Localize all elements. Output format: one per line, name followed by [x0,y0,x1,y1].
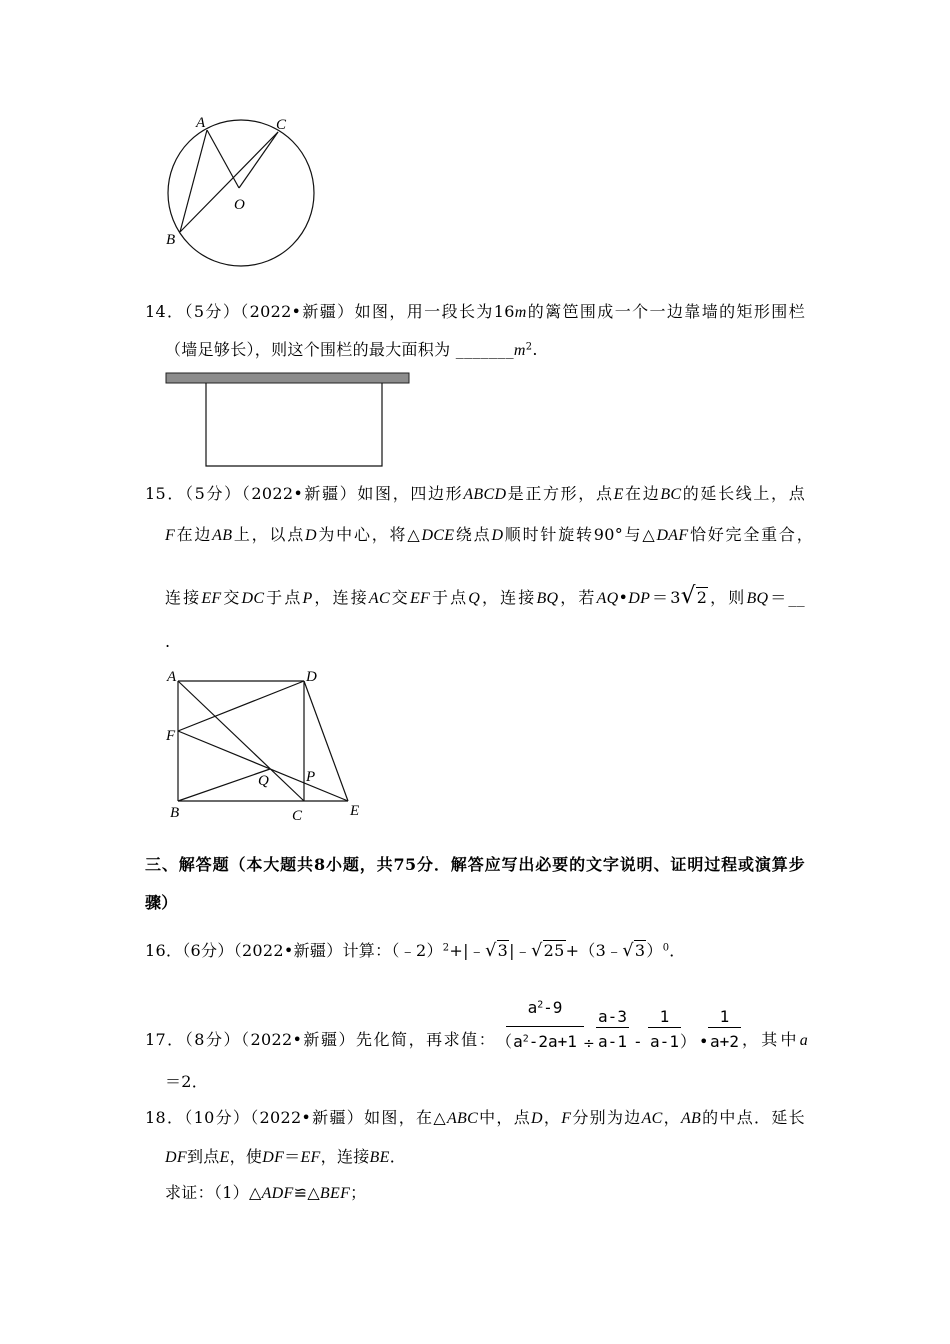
label-p: P [306,769,316,785]
square-root [531,943,565,959]
label-e: E [350,803,360,819]
italic-variable: AQ [596,590,619,607]
fraction-1-bar [506,1026,584,1027]
italic-variable: ABCD [463,486,507,503]
text-run: 18．（10分）（2022•新疆）如图，在△ [145,1108,447,1127]
italic-variable: a [799,1032,808,1049]
q18-line3 [165,1182,805,1204]
italic-variable: EF [300,1149,321,1166]
text-run: 求证：（1）△ [165,1183,262,1202]
italic-variable: AB [212,527,233,544]
italic-variable: P [302,590,313,607]
italic-variable: DP [628,590,651,607]
italic-variable: BQ [536,590,559,607]
fraction-2-numerator [596,1008,629,1026]
wall-bar [166,373,409,383]
label-o: O [234,197,245,213]
radical-sign: √ [485,941,497,961]
italic-variable: AC [641,1110,663,1127]
italic-variable: m [513,342,526,359]
text-run: （墙足够长），则这个围栏的最大面积为 _______ [165,340,514,359]
superscript: 2 [537,999,544,1011]
radicand: 3 [634,941,646,960]
italic-variable: AB [680,1110,702,1127]
square-figure [160,662,370,827]
label-a: A [167,669,177,685]
segment-ac [178,681,304,801]
superscript: 2 [442,942,450,954]
text-run: ） [646,941,663,960]
text-run: ＝ [284,1147,301,1166]
text-run: 的中点．延长 [701,1108,805,1127]
text-run: a+2 [710,1032,739,1051]
text-run: ，连接 [312,588,369,607]
wall-fence-figure [160,368,420,472]
fraction-4-numerator [708,1008,741,1026]
text-run: a [513,1032,523,1051]
italic-variable: EF [201,590,222,607]
text-run: 上，以点 [232,525,306,544]
square-root [622,943,646,959]
q15-line3 [165,582,805,609]
square-root [485,943,509,959]
fraction-3-numerator [648,1008,681,1026]
text-run: 中，点 [478,1108,532,1127]
q17-prefix: 17．（8分）（2022•新疆）先化简，再求值： [145,1030,495,1049]
text-run: 分别为边 [571,1108,642,1127]
fraction-4 [708,995,741,1055]
text-run: 在边 [623,484,661,503]
radical-sign: √ [680,582,696,609]
italic-variable: ABC [446,1110,479,1127]
q15-line2 [165,524,813,546]
q14-line2 [165,339,805,361]
text-run: 连接 [165,588,202,607]
italic-variable: ADF [261,1185,294,1202]
segment-ab [180,130,207,232]
label-c: C [276,117,287,133]
text-run: 绕点 [454,525,492,544]
fraction-2 [596,995,629,1055]
q17-formula [495,995,745,1055]
italic-variable: EF [409,590,431,607]
segment-fe [178,731,348,801]
text-run: 在边 [175,525,213,544]
circle-figure [160,110,330,280]
q14-line1 [145,301,805,323]
italic-variable: E [613,486,624,503]
radicand: 3 [497,941,509,960]
q17-suffix [742,1029,808,1051]
superscript: 2 [522,1033,529,1045]
text-run: 顺时针旋转90°与△ [503,525,657,544]
text-run: ， [662,1108,681,1127]
italic-variable: DF [165,1149,187,1166]
radicand: 2 [696,588,708,607]
label-b: B [170,805,180,821]
italic-variable: DC [241,590,265,607]
superscript: 0 [662,942,670,954]
text-run: ． [669,941,686,960]
fraction-4-denominator [708,1033,741,1051]
text-run: 为中心，将△ [316,525,422,544]
italic-variable: DCE [421,527,455,544]
text-run: 15．（5分）（2022•新疆）如图，四边形 [145,484,464,503]
text-run: 于点 [264,588,303,607]
formula-close-paren: ） [680,1032,697,1051]
italic-variable: DF [262,1149,285,1166]
text-run: ≌△ [293,1183,320,1202]
q16-line1 [145,940,805,962]
italic-variable: D [305,527,317,544]
division-sign: ÷ [583,1036,595,1052]
italic-variable: m [514,304,527,321]
segment-bq [178,769,270,801]
fraction-1 [506,995,584,1055]
text-run: • [618,588,629,607]
text-run: a-1 [598,1032,627,1051]
text-run: ＝3 [650,588,681,607]
text-run: 到点 [186,1147,220,1166]
section-heading-line1: 三、解答题（本大题共8小题，共75分．解答应写出必要的文字说明、证明过程或演算步 [145,855,805,874]
text-run: 交 [389,588,410,607]
text-run: 1 [719,1007,730,1026]
text-run: -2a+1 [528,1032,577,1051]
text-run: |﹣ [509,941,532,960]
text-run: ，其中 [742,1030,800,1049]
label-f: F [166,728,176,744]
text-run: ； [350,1183,367,1202]
minus-sign: - [633,1032,643,1051]
text-run: 1 [659,1007,670,1026]
fraction-2-denominator [596,1033,629,1051]
superscript: 2 [525,341,533,353]
text-run: a-1 [650,1032,679,1051]
segment-bc [180,132,278,232]
italic-variable: F [165,527,176,544]
radicand: 25 [543,941,565,960]
q15-line1 [145,483,805,505]
italic-variable: BEF [319,1185,351,1202]
fence-rectangle [206,383,382,466]
italic-variable: BE [369,1149,390,1166]
label-a: A [196,115,206,131]
text-run: 的篱笆围成一个一边靠墙的矩形围栏 [526,302,805,321]
text-run: ， [542,1108,562,1127]
fraction-1-denominator [506,1033,584,1051]
italic-variable: D [491,527,504,544]
italic-variable: BQ [746,590,769,607]
fraction-4-bar [708,1027,741,1028]
radical-sign: √ [531,941,543,961]
formula-open-paren: （ [496,1032,513,1051]
text-run: 于点 [430,588,469,607]
text-run: ． [389,1147,407,1166]
text-run: ，连接 [320,1147,370,1166]
label-c: C [292,808,303,824]
italic-variable: AC [368,590,390,607]
section-heading-line2: 骤） [145,893,178,912]
q18-line2 [165,1146,805,1168]
segment-fd [178,681,304,731]
text-run: -9 [543,998,563,1017]
label-b: B [166,232,176,248]
text-run: 恰好完全重合， [688,525,814,544]
q17-line2: ＝2． [165,1072,209,1091]
q18-line1 [145,1107,805,1129]
label-d: D [306,669,317,685]
text-run: ，则 [708,588,747,607]
text-run: ＝__ [768,588,805,607]
fraction-2-bar [596,1027,629,1028]
text-run: ，使 [229,1147,263,1166]
radical-sign: √ [622,941,634,961]
segment-oc [239,132,278,188]
text-run: a [527,998,538,1017]
text-run: 交 [221,588,242,607]
text-run: ，若 [558,588,597,607]
text-run: a-3 [598,1007,627,1026]
italic-variable: E [219,1149,230,1166]
fraction-3-bar [648,1027,681,1028]
q15-line4: . [165,632,171,651]
text-run: +（3﹣ [565,941,623,960]
italic-variable: BC [660,486,682,503]
text-run: 的延长线上，点 [681,484,805,503]
text-run: +|﹣ [449,941,486,960]
text-run: . [532,340,538,359]
text-run: ，连接 [480,588,537,607]
multiplication-dot: • [699,1032,709,1051]
square-root [680,582,709,609]
italic-variable: Q [468,590,481,607]
text-run: 16．（6分）（2022•新疆）计算：（﹣2） [145,941,443,960]
text-run: 14．（5分）（2022•新疆）如图，用一段长为16 [145,302,515,321]
fraction-3 [648,995,681,1055]
italic-variable: D [531,1110,543,1127]
italic-variable: F [561,1110,572,1127]
label-q: Q [258,773,269,789]
fraction-1-numerator [506,999,584,1017]
fraction-3-denominator [648,1033,681,1051]
italic-variable: DAF [656,527,689,544]
text-run: 是正方形，点 [506,484,614,503]
segment-ao [207,130,239,188]
